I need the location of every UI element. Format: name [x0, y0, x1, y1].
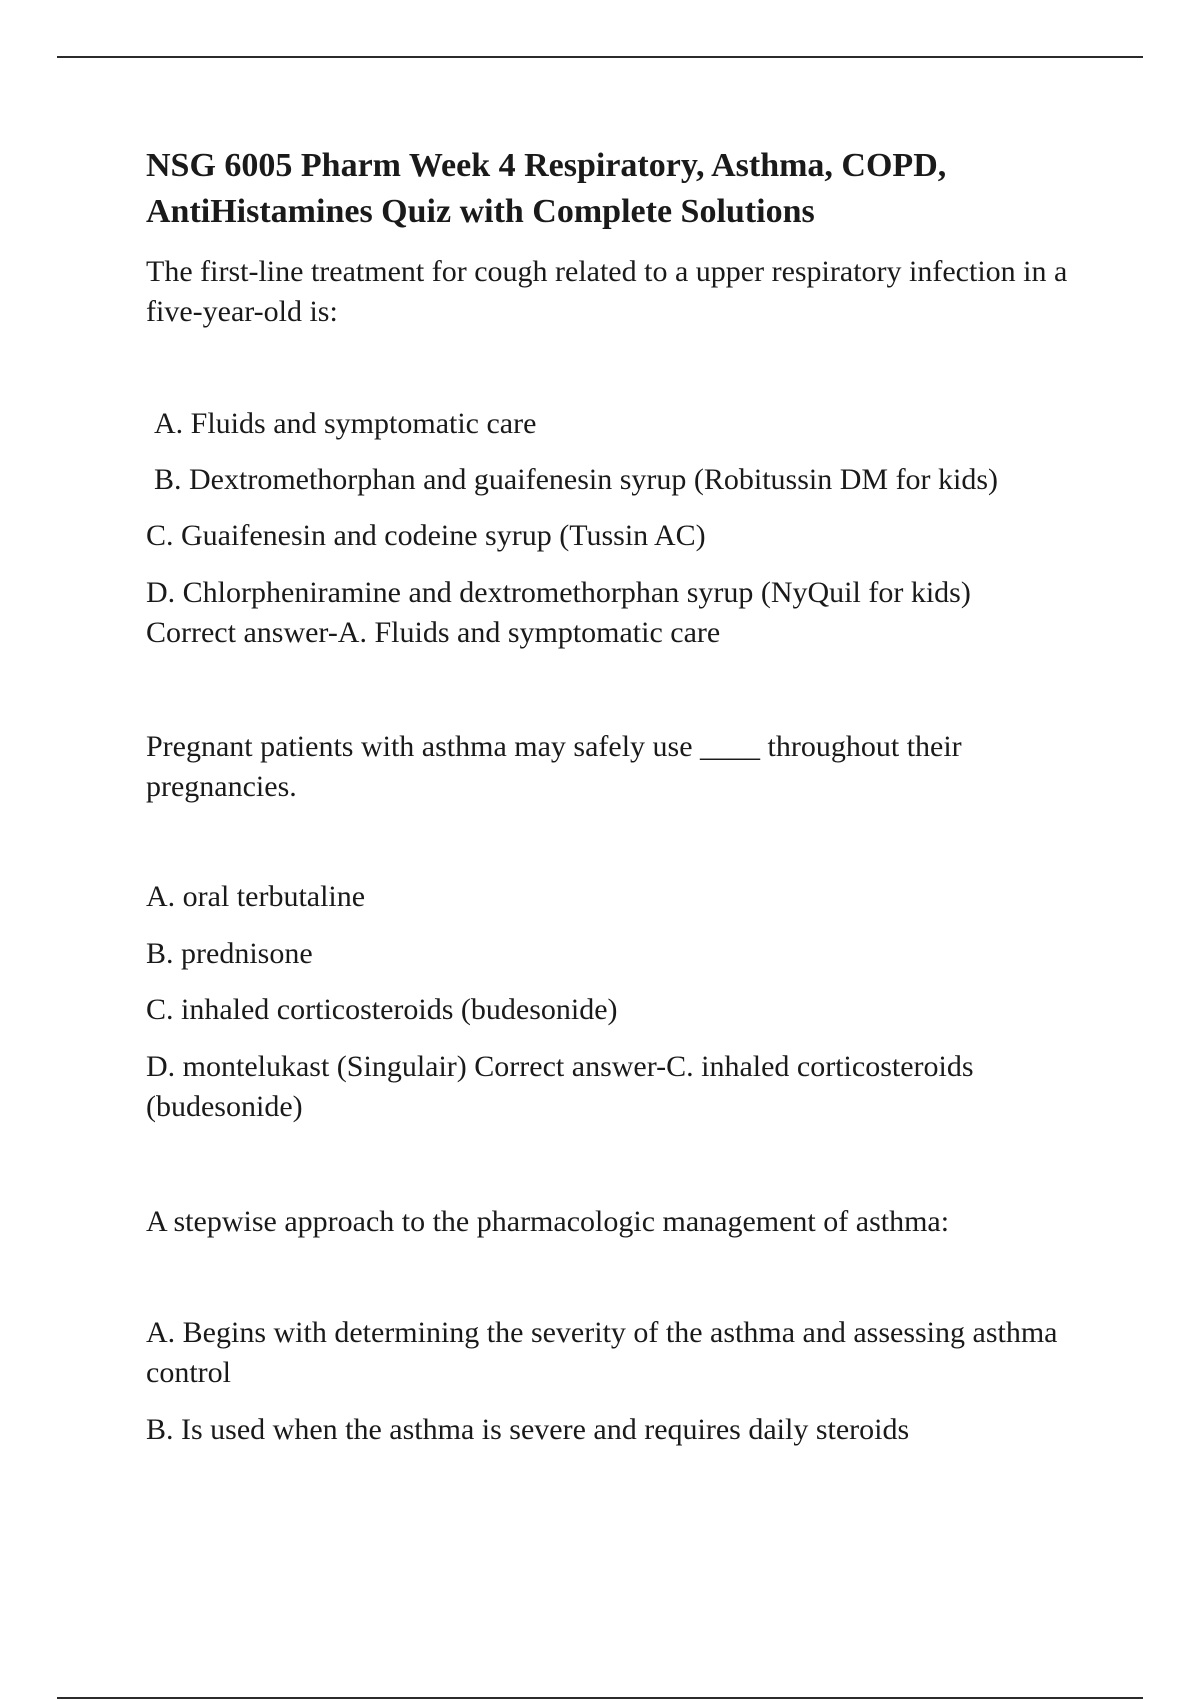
question-2-answer: Correct answer-C. inhaled corticosteroids (budesonide)	[146, 1050, 982, 1123]
question-2-option-d-with-answer	[146, 1047, 1106, 1127]
question-1-option-a: A. Fluids and symptomatic care	[154, 407, 537, 440]
question-1-option-d: D. Chlorpheniramine and dextromethorphan syrup (NyQuil for kids)	[146, 576, 971, 609]
question-2-stem: Pregnant patients with asthma may safely use ____ throughout their pregnancies.	[146, 730, 970, 803]
question-2-option-b: B. prednisone	[146, 937, 313, 970]
top-rule	[57, 56, 1143, 58]
bottom-rule	[57, 1697, 1143, 1699]
question-3-option-b: B. Is used when the asthma is severe and requires daily steroids	[146, 1413, 910, 1446]
question-3-stem: A stepwise approach to the pharmacologic management of asthma:	[146, 1205, 950, 1238]
question-2-option-a: A. oral terbutaline	[146, 880, 366, 913]
question-1-answer: Correct answer-A. Fluids and symptomatic care	[146, 616, 721, 649]
question-2-option-c: C. inhaled corticosteroids (budesonide)	[146, 993, 618, 1026]
question-1-option-b: B. Dextromethorphan and guaifenesin syrup (Robitussin DM for kids)	[154, 463, 999, 496]
question-2-option-d: D. montelukast (Singulair)	[146, 1050, 467, 1083]
page-title: NSG 6005 Pharm Week 4 Respiratory, Asthma, COPD, AntiHistamines Quiz with Complete Solutions	[146, 147, 947, 230]
question-3-option-a: A. Begins with determining the severity of the asthma and assessing asthma control	[146, 1316, 1065, 1389]
question-1-stem: The first-line treatment for cough related to a upper respiratory infection in a five-year-old is:	[146, 255, 1075, 328]
question-1-option-c: C. Guaifenesin and codeine syrup (Tussin AC)	[146, 519, 706, 552]
